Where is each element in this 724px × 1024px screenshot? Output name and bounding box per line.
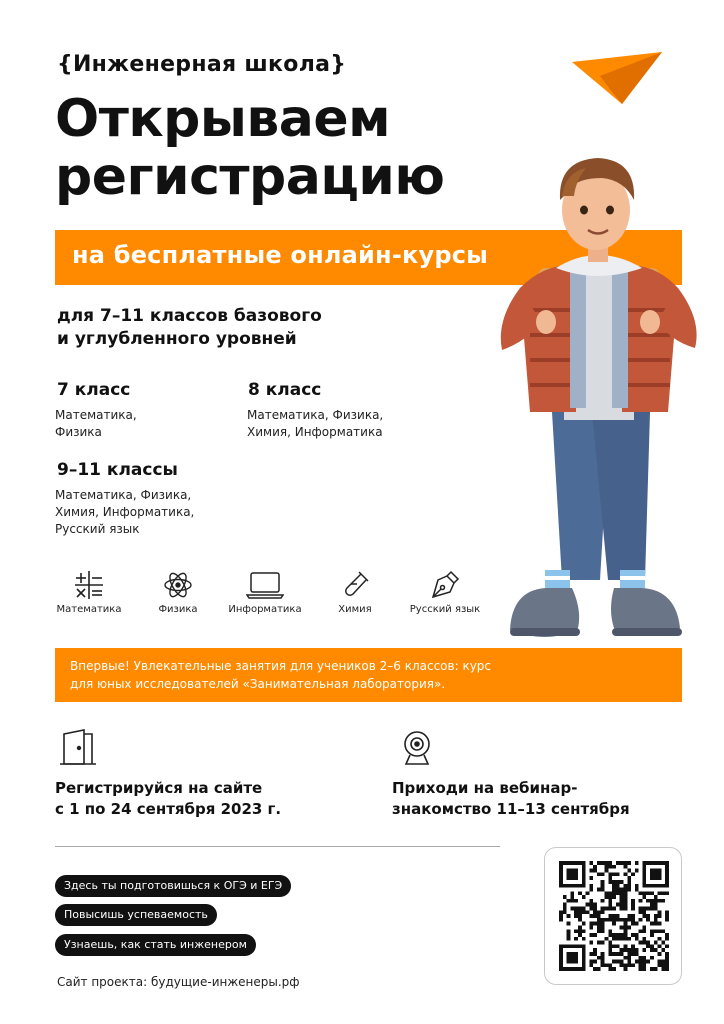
subject-russian: [404, 570, 486, 615]
school-tagline: {Инженерная школа}: [57, 52, 347, 77]
page-title: [55, 90, 444, 206]
audience-line-2: и углубленного уровней: [57, 329, 297, 349]
student-illustration: [490, 150, 705, 660]
free-courses-text: на бесплатные онлайн-курсы: [72, 241, 489, 269]
subject-informatics: [224, 570, 306, 615]
grade-9-11-subjects: [55, 487, 194, 538]
subject-label: Химия: [338, 604, 372, 615]
qr-code[interactable]: [559, 861, 669, 971]
paper-plane-icon: [570, 48, 665, 108]
step-register: [55, 778, 281, 820]
math-symbols-icon: [74, 570, 104, 600]
fountain-pen-icon: [430, 570, 460, 600]
audience-text: [57, 305, 322, 351]
title-line-2: регистрацию: [55, 147, 445, 207]
subject-label: Русский язык: [409, 604, 481, 615]
divider: [55, 846, 500, 847]
grade-8-title: 8 класс: [248, 380, 322, 400]
subject-label: Математика: [56, 604, 122, 615]
step-register-line-2: с 1 по 24 сентября 2023 г.: [55, 800, 282, 818]
grade-7-subjects: [55, 407, 137, 441]
grade-9-11-subjects-line: Химия, Информатика,: [55, 505, 195, 519]
grade-8-subjects-line: Математика, Физика,: [247, 408, 384, 422]
grade-9-11-subjects-line: Математика, Физика,: [55, 488, 192, 502]
project-site-text: Сайт проекта: будущие-инженеры.рф: [57, 975, 300, 989]
step-webinar-line-2: знакомство 11–13 сентября: [392, 800, 630, 818]
grade-9-11-subjects-line: Русский язык: [55, 522, 140, 536]
grade-8-subjects-line: Химия, Информатика: [247, 425, 383, 439]
grade-7-title: 7 класс: [57, 380, 131, 400]
step-webinar: [392, 778, 630, 820]
notice-line-1: Впервые! Увлекательные занятия для учеников 2–6 классов: курс: [70, 659, 492, 673]
benefit-pill-grades: Повысишь успеваемость: [55, 904, 217, 926]
subject-chemistry: [314, 570, 396, 615]
subject-label: Информатика: [228, 604, 302, 615]
notice-text: [70, 657, 670, 693]
webcam-icon: [397, 728, 437, 768]
notice-line-2: для юных исследователей «Занимательная лаборатория».: [70, 677, 446, 691]
benefit-pill-exam: Здесь ты подготовишься к ОГЭ и ЕГЭ: [55, 875, 291, 897]
audience-line-1: для 7–11 классов базового: [57, 306, 322, 326]
subject-physics: [137, 570, 219, 615]
step-webinar-line-1: Приходи на вебинар-: [392, 779, 578, 797]
laptop-icon: [246, 570, 284, 600]
door-icon: [58, 728, 98, 768]
grade-7-subjects-line: Физика: [55, 425, 102, 439]
grade-7-subjects-line: Математика,: [55, 408, 137, 422]
title-line-1: Открываем: [55, 89, 391, 149]
benefit-pill-engineer: Узнаешь, как стать инженером: [55, 934, 256, 956]
subject-math: [48, 570, 130, 615]
grade-9-11-title: 9–11 классы: [57, 460, 178, 480]
step-register-line-1: Регистрируйся на сайте: [55, 779, 263, 797]
subject-label: Физика: [158, 604, 198, 615]
grade-8-subjects: [247, 407, 383, 441]
atom-icon: [163, 570, 193, 600]
test-tube-icon: [340, 570, 370, 600]
